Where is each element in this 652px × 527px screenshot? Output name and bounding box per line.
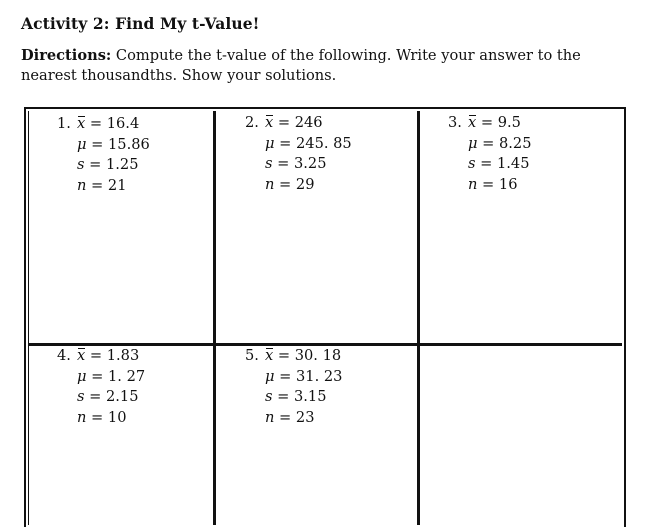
- xbar-symbol: x: [77, 346, 85, 367]
- problem-2: [245, 113, 352, 195]
- problem-grid: [28, 111, 622, 525]
- xbar-value: = 246: [277, 114, 323, 131]
- problem-number: 3.: [448, 114, 462, 131]
- xbar-symbol: x: [265, 346, 273, 367]
- n-value: = 29: [279, 175, 315, 193]
- n-value: = 21: [91, 176, 127, 194]
- s-value: = 2.15: [89, 388, 139, 406]
- n-symbol: n: [468, 175, 478, 193]
- s-symbol: s: [77, 156, 85, 174]
- xbar-value: = 9.5: [480, 114, 521, 131]
- mu-symbol: μ: [468, 134, 478, 152]
- n-symbol: n: [77, 176, 87, 194]
- directions-label: Directions:: [21, 47, 112, 64]
- problem-number: 5.: [245, 347, 259, 364]
- problem-cell-5[interactable]: [216, 346, 420, 525]
- problem-5: [245, 346, 342, 428]
- xbar-symbol: x: [468, 113, 476, 134]
- mu-symbol: μ: [77, 367, 87, 385]
- s-value: = 1.45: [480, 155, 530, 173]
- s-symbol: s: [265, 155, 273, 173]
- s-value: = 1.25: [89, 156, 139, 174]
- activity-title: Activity 2: Find My t-Value!: [21, 14, 260, 33]
- xbar-value: = 16.4: [89, 115, 140, 132]
- problem-cell-3[interactable]: [420, 111, 622, 346]
- problem-cell-1[interactable]: [28, 111, 216, 346]
- mu-symbol: μ: [265, 367, 275, 385]
- problem-number: 4.: [57, 347, 71, 364]
- mu-value: = 245. 85: [279, 134, 352, 152]
- n-symbol: n: [265, 175, 275, 193]
- s-symbol: s: [77, 388, 85, 406]
- mu-value: = 8.25: [482, 134, 532, 152]
- xbar-value: = 30. 18: [277, 347, 342, 364]
- problem-3: [448, 113, 532, 195]
- n-value: = 10: [91, 408, 127, 426]
- mu-symbol: μ: [265, 134, 275, 152]
- problem-table: [24, 107, 626, 527]
- xbar-value: = 1.83: [89, 347, 140, 364]
- directions-paragraph: [21, 46, 621, 86]
- n-symbol: n: [265, 408, 275, 426]
- n-value: = 23: [279, 408, 315, 426]
- problem-number: 2.: [245, 114, 259, 131]
- problem-cell-4[interactable]: [28, 346, 216, 525]
- s-symbol: s: [468, 155, 476, 173]
- problem-4: [57, 346, 145, 428]
- directions-text: Compute the t-value of the following. Write your answer to the nearest thousandths. Show your solutions.: [21, 47, 581, 84]
- problem-number: 1.: [57, 115, 71, 132]
- mu-value: = 15.86: [91, 135, 150, 153]
- mu-symbol: μ: [77, 135, 87, 153]
- s-symbol: s: [265, 388, 273, 406]
- mu-value: = 31. 23: [279, 367, 343, 385]
- xbar-symbol: x: [265, 113, 273, 134]
- s-value: = 3.15: [277, 388, 327, 406]
- problem-cell-2[interactable]: [216, 111, 420, 346]
- xbar-symbol: x: [77, 114, 85, 135]
- empty-cell: [420, 346, 622, 525]
- s-value: = 3.25: [277, 155, 327, 173]
- problem-1: [57, 114, 150, 196]
- mu-value: = 1. 27: [91, 367, 146, 385]
- n-symbol: n: [77, 408, 87, 426]
- n-value: = 16: [482, 175, 518, 193]
